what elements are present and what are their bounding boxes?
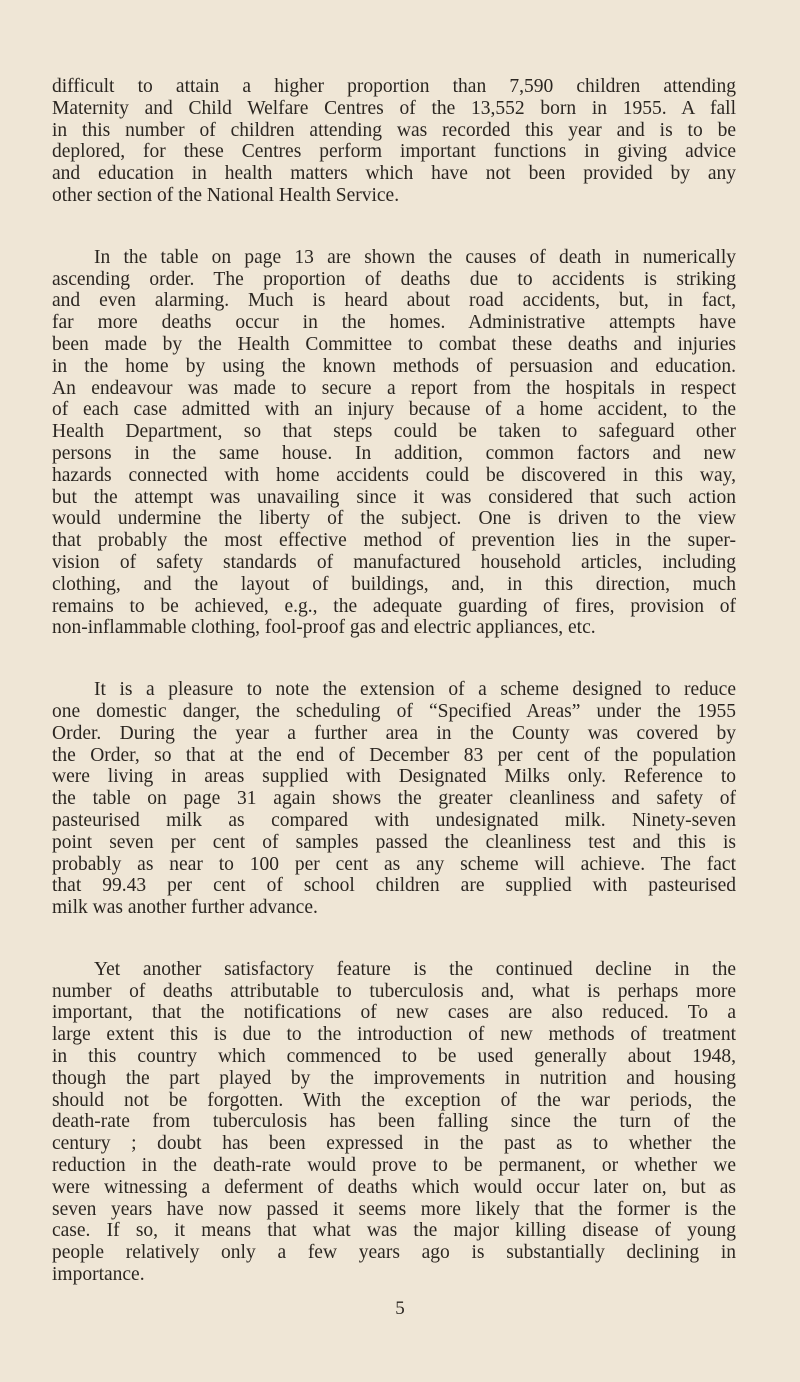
document-body bbox=[52, 76, 736, 1326]
text-line: hazards connected with home accidents could be discovered in this way, bbox=[52, 464, 736, 486]
paragraph bbox=[52, 679, 736, 919]
text-line: Order. During the year a further area in the County was covered by bbox=[52, 722, 736, 744]
text-line: reduction in the death-rate would prove to be permanent, or whether we bbox=[52, 1155, 736, 1177]
text-line: milk was another further advance. bbox=[52, 897, 318, 919]
text-line: Maternity and Child Welfare Centres of the 13,552 born in 1955. A fall bbox=[52, 97, 736, 119]
text-line: but the attempt was unavailing since it was considered that such action bbox=[52, 486, 736, 508]
text-line: in this country which commenced to be used generally about 1948, bbox=[52, 1046, 736, 1068]
text-line: one domestic danger, the scheduling of “Specified Areas” under the 1955 bbox=[52, 700, 736, 722]
text-line: were witnessing a deferment of deaths which would occur later on, but as bbox=[52, 1176, 736, 1198]
text-line: that 99.43 per cent of school children are supplied with pasteurised bbox=[52, 875, 736, 897]
text-line: An endeavour was made to secure a report from the hospitals in respect bbox=[52, 377, 736, 399]
text-line: important, that the notifications of new cases are also reduced. To a bbox=[52, 1002, 736, 1024]
text-line: the table on page 31 again shows the greater cleanliness and safety of bbox=[52, 788, 736, 810]
text-line: Health Department, so that steps could be taken to safeguard other bbox=[52, 421, 736, 443]
text-line: though the part played by the improvements in nutrition and housing bbox=[52, 1067, 736, 1089]
text-line: deplored, for these Centres perform important functions in giving advice bbox=[52, 141, 736, 163]
text-line: in this number of children attending was recorded this year and is to be bbox=[52, 119, 736, 141]
text-line: difficult to attain a higher proportion than 7,590 children attending bbox=[52, 76, 736, 97]
text-line: clothing, and the layout of buildings, and, in this direction, much bbox=[52, 573, 736, 595]
text-line: that probably the most effective method of prevention lies in the super- bbox=[52, 530, 736, 552]
text-line: remains to be achieved, e.g., the adequate guarding of fires, provision of bbox=[52, 595, 736, 617]
text-line: point seven per cent of samples passed the cleanliness test and this is bbox=[52, 831, 736, 853]
text-line: should not be forgotten. With the exception of the war periods, the bbox=[52, 1089, 736, 1111]
text-line: It is a pleasure to note the extension of a scheme designed to reduce bbox=[94, 679, 736, 701]
text-line: number of deaths attributable to tuberculosis and, what is perhaps more bbox=[52, 980, 736, 1002]
text-line: large extent this is due to the introduction of new methods of treatment bbox=[52, 1024, 736, 1046]
text-line: Yet another satisfactory feature is the continued decline in the bbox=[94, 958, 736, 980]
text-line: ascending order. The proportion of deaths due to accidents is striking bbox=[52, 268, 736, 290]
text-line: people relatively only a few years ago is substantially declining in bbox=[52, 1242, 736, 1264]
text-line: been made by the Health Committee to combat these deaths and injuries bbox=[52, 333, 736, 355]
text-line: would undermine the liberty of the subject. One is driven to the view bbox=[52, 508, 736, 530]
text-line: century ; doubt has been expressed in the past as to whether the bbox=[52, 1133, 736, 1155]
paragraph bbox=[52, 76, 736, 207]
page-number: 5 bbox=[395, 1298, 405, 1319]
text-line: far more deaths occur in the homes. Administrative attempts have bbox=[52, 312, 736, 334]
text-line: non-inflammable clothing, fool-proof gas and electric appliances, etc. bbox=[52, 617, 596, 639]
paragraph bbox=[52, 247, 736, 639]
text-line: pasteurised milk as compared with undesignated milk. Ninety-seven bbox=[52, 809, 736, 831]
text-line: persons in the same house. In addition, common factors and new bbox=[52, 442, 736, 464]
text-line: and even alarming. Much is heard about road accidents, but, in fact, bbox=[52, 290, 736, 312]
text-line: in the home by using the known methods of persuasion and education. bbox=[52, 355, 736, 377]
text-line: seven years have now passed it seems more likely that the former is the bbox=[52, 1198, 736, 1220]
text-line: of each case admitted with an injury because of a home accident, to the bbox=[52, 399, 736, 421]
text-line: vision of safety standards of manufactured household articles, including bbox=[52, 551, 736, 573]
text-line: the Order, so that at the end of December 83 per cent of the population bbox=[52, 744, 736, 766]
text-line: were living in areas supplied with Designated Milks only. Reference to bbox=[52, 766, 736, 788]
text-line: probably as near to 100 per cent as any scheme will achieve. The fact bbox=[52, 853, 736, 875]
text-line: importance. bbox=[52, 1264, 145, 1286]
text-line: case. If so, it means that what was the major killing disease of young bbox=[52, 1220, 736, 1242]
text-line: In the table on page 13 are shown the causes of death in numerically bbox=[94, 246, 736, 268]
text-line: and education in health matters which have not been provided by any bbox=[52, 163, 736, 185]
text-line: death-rate from tuberculosis has been falling since the turn of the bbox=[52, 1111, 736, 1133]
text-line: other section of the National Health Service. bbox=[52, 184, 400, 206]
paragraph bbox=[52, 959, 736, 1286]
